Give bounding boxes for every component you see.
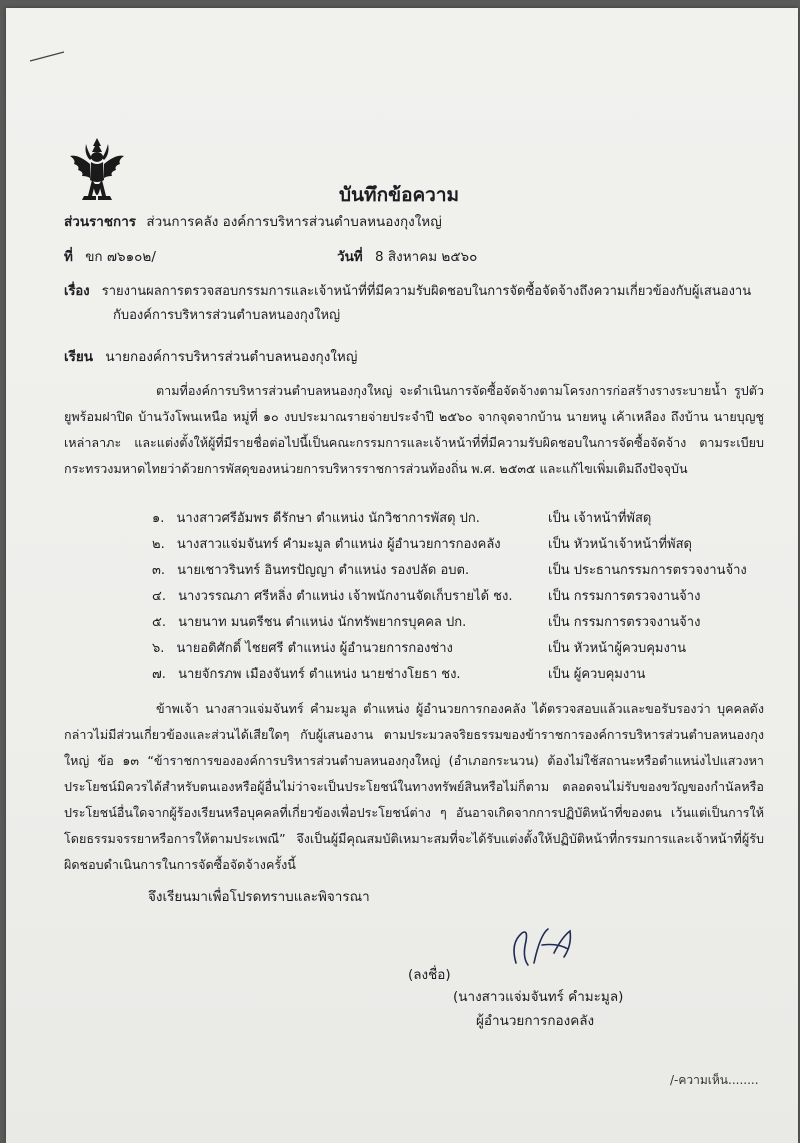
committee-role: เป็น ประธานกรรมการตรวจงานจ้าง (548, 563, 747, 578)
committee-number: ๕. (152, 615, 166, 630)
signature-label: (ลงชื่อ) (408, 967, 451, 983)
department-row (64, 213, 442, 231)
subject-row (64, 283, 751, 301)
committee-person: นางวรรณภา ศรีหลิ่ง ตำแหน่ง เจ้าพนักงานจัดเก็บรายได้ ชง. (178, 589, 513, 604)
committee-number: ๖. (152, 641, 165, 656)
department-label: ส่วนราชการ (64, 214, 137, 230)
committee-item (152, 666, 461, 684)
committee-item (152, 640, 453, 658)
date-row (337, 248, 477, 266)
reference-value: ขก ๗๖๑๐๒/ (85, 249, 156, 265)
department-value: ส่วนการคลัง องค์การบริหารส่วนตำบลหนองกุงใหญ่ (146, 214, 442, 230)
committee-role: เป็น หัวหน้าเจ้าหน้าที่พัสดุ (548, 537, 692, 552)
committee-role: เป็น เจ้าหน้าที่พัสดุ (548, 511, 652, 526)
committee-role: เป็น หัวหน้าผู้ควบคุมงาน (548, 641, 687, 656)
committee-person: นางสาวศรีอัมพร ดีรักษา ตำแหน่ง นักวิชาการพัสดุ ปก. (176, 511, 480, 526)
memo-paper (6, 8, 798, 1143)
committee-item (152, 536, 501, 554)
date-label: วันที่ (337, 249, 363, 265)
subject-line-2: กับองค์การบริหารส่วนตำบลหนองกุงใหญ่ (113, 308, 341, 323)
garuda-emblem-icon (66, 136, 128, 208)
committee-item (152, 588, 512, 606)
paragraph-certification: ข้าพเจ้า นางสาวแจ่มจันทร์ คำมะมูล ตำแหน่ง ผู้อำนวยการกองคลัง ได้ตรวจสอบแล้วและขอรับรองว่า บุคคลดังกล่าวไม่มีส่วนเกี่ยวข้องและส่วนได้เสียใดๆ กับผู้เสนองาน ตามประมวลจริยธรรมของข้าราชการองค์การบริหารส่วนตำบลหนองกุงใหญ่ ข้อ ๑๓ “ข้าราชการขององค์การบริหารส่วนตำบลหนองกุงใหญ่ (อำเภอกระนวน) ต้องไม่ใช้สถานะหรือตำแหน่งไปแสวงหาประโยชน์มิควรได้สำหรับตนเองหรือผู้อื่นไม่ว่าจะเป็นประโยชน์ในทางทรัพย์สินหรือไม่ก็ตาม ตลอดจนไม่รับของขวัญของกำนัลหรือประโยชน์อื่นใดจากผู้ร้องเรียนหรือบุคคลที่เกี่ยวข้องเพื่อประโยชน์ต่าง ๆ อันอาจเกิดจากการปฏิบัติหน้าที่ของตน เว้นแต่เป็นการให้โดยธรรมจรรยาหรือการให้ตามประเพณี” จึงเป็นผู้มีคุณสมบัติเหมาะสมที่จะได้รับแต่งตั้งให้ปฏิบัติหน้าที่กรรมการและเจ้าหน้าที่ผู้รับผิดชอบดำเนินการในการจัดซื้อจัดจ้างครั้งนี้ (64, 701, 764, 872)
signatory-name: (นางสาวแจ่มจันทร์ คำมะมูล) (453, 989, 624, 1005)
paragraph-intro: ตามที่องค์การบริหารส่วนตำบลหนองกุงใหญ่ จะดำเนินการจัดซื้อจัดจ้างตามโครงการก่อสร้างรางระบายน้ำ รูปตัวยูพร้อมฝาปิด บ้านวังโพนเหนือ หมู่ที่ ๑๐ งบประมาณรายจ่ายประจำปี ๒๕๖๐ จากจุดจากบ้าน นายหนู เค้าเหลือง ถึงบ้าน นายบุญชู เหล่าลาภะ และแต่งตั้งให้ผู้ที่มีรายชื่อต่อไปนี้เป็นคณะกรรมการและเจ้าหน้าที่ที่มีความรับผิดชอบในการจัดซื้อจัดจ้าง ตามระเบียบกระทรวงมหาดไทยว่าด้วยการพัสดุของหน่วยการบริหารราชการส่วนท้องถิ่น พ.ศ. ๒๕๓๕ และแก้ไขเพิ่มเติมถึงปัจจุบัน (64, 383, 764, 476)
committee-person: นางสาวแจ่มจันทร์ คำมะมูล ตำแหน่ง ผู้อำนวยการกองคลัง (176, 537, 501, 552)
committee-number: ๓. (152, 563, 166, 578)
date-value: 8 สิงหาคม ๒๕๖๐ (375, 249, 478, 265)
committee-person: นายเชาวรินทร์ อินทรปัญญา ตำแหน่ง รองปลัด อบต. (177, 563, 470, 578)
closing-line: จึงเรียนมาเพื่อโปรดทราบและพิจารณา (148, 889, 370, 905)
salutation-value: นายกองค์การบริหารส่วนตำบลหนองกุงใหญ่ (105, 349, 358, 365)
committee-number: ๑. (152, 511, 165, 526)
reference-row (64, 248, 156, 266)
committee-item (152, 614, 466, 632)
memo-title: บันทึกข้อความ (339, 184, 460, 206)
pen-mark (28, 46, 68, 66)
committee-person: นายนาท มนตรีชน ตำแหน่ง นักทรัพยากรบุคคล ปก. (178, 615, 467, 630)
committee-item (152, 510, 480, 528)
committee-person: นายอดิศักดิ์ ไชยศรี ตำแหน่ง ผู้อำนวยการกองช่าง (176, 641, 453, 656)
committee-role: เป็น กรรมการตรวจงานจ้าง (548, 589, 701, 604)
salutation-row (64, 348, 357, 366)
subject-line-1: รายงานผลการตรวจสอบกรรมการและเจ้าหน้าที่ที่มีความรับผิดชอบในการจัดซื้อจัดจ้างถึงความเกี่ยวข้องกับผู้เสนองาน (101, 284, 752, 299)
committee-number: ๗. (152, 667, 166, 682)
salutation-label: เรียน (64, 349, 94, 365)
committee-number: ๒. (152, 537, 165, 552)
committee-role: เป็น กรรมการตรวจงานจ้าง (548, 615, 701, 630)
subject-label: เรื่อง (64, 284, 90, 299)
signatory-position: ผู้อำนวยการกองคลัง (476, 1013, 595, 1029)
committee-number: ๔. (152, 589, 166, 604)
committee-role: เป็น ผู้ควบคุมงาน (548, 667, 646, 682)
reference-label: ที่ (64, 249, 73, 265)
continuation-note: /-ความเห็น........ (670, 1073, 759, 1087)
committee-item (152, 562, 469, 580)
committee-person: นายจักรภพ เมืองจันทร์ ตำแหน่ง นายช่างโยธา ชง. (178, 667, 461, 682)
signature-mark (506, 923, 586, 973)
